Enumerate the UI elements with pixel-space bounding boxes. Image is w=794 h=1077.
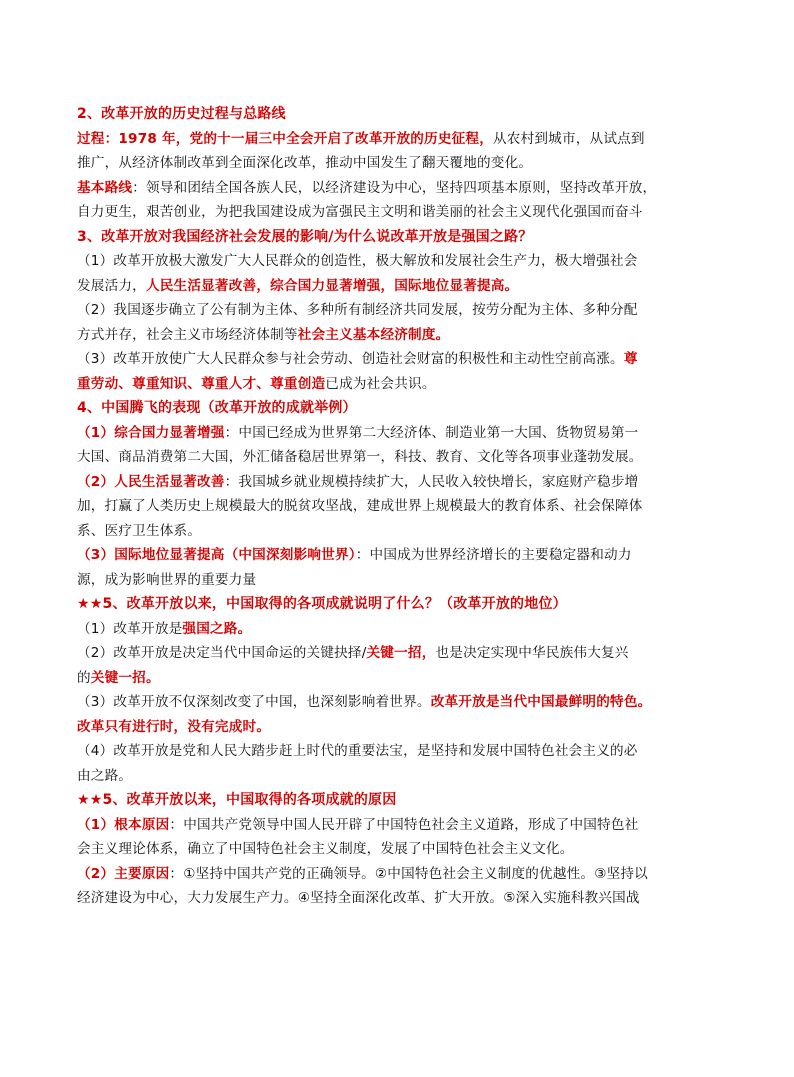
highlight-text: 社会主义基本经济制度。: [297, 326, 450, 343]
body-text: 推广，从经济体制改革到全面深化改革，推动中国发生了翻天覆地的变化。: [77, 155, 533, 171]
text-line: [77, 715, 727, 740]
highlight-text: 4、中国腾飞的表现（改革开放的成就举例）: [77, 400, 357, 416]
text-line: [77, 200, 727, 225]
text-line: [77, 862, 727, 887]
body-text: （2）我国逐步确立了公有制为主体、多种所有制经济共同发展，按劳分配为主体、多种分配: [77, 302, 638, 318]
body-text: 经济建设为中心，大力发展生产力。④坚持全面深化改革、扩大开放。⑤深入实施科教兴国战: [77, 890, 640, 906]
text-line: [77, 274, 727, 299]
body-text: （3）改革开放不仅深刻改变了中国，也深刻影响着世界。: [77, 694, 431, 710]
text-line: [77, 519, 727, 544]
highlight-text: ★★5、改革开放以来，中国取得的各项成就说明了什么？（改革开放的地位）: [77, 596, 567, 612]
text-line: [77, 690, 727, 715]
body-text: （4）改革开放是党和人民大踏步赶上时代的重要法宝，是坚持和发展中国特色社会主义的必: [77, 743, 638, 759]
text-line: [77, 249, 727, 274]
body-text: ：①坚持中国共产党的正确领导。②中国特色社会主义制度的优越性。③坚持以: [169, 865, 648, 882]
text-line: [77, 151, 727, 176]
highlight-text: （2）主要原因: [77, 865, 170, 882]
body-text: 系、医疗卫生体系。: [77, 522, 202, 539]
highlight-text: 过程：1978 年，党的十一届三中全会开启了改革开放的历史征程，: [77, 130, 493, 147]
body-text: ：我国城乡就业规模持续扩大，人民收入较快增长，家庭财产稳步增: [224, 473, 639, 490]
highlight-text: 基本路线: [77, 179, 133, 196]
text-line: [77, 886, 727, 911]
highlight-text: 改革开放是当代中国最鲜明的特色。: [430, 694, 652, 710]
body-text: （1）改革开放极大激发广大人民群众的创造性，极大解放和发展社会生产力，极大增强社会: [77, 253, 638, 269]
text-line: [77, 323, 727, 348]
highlight-text: 2、改革开放的历史过程与总路线: [77, 106, 286, 122]
section-heading: [77, 225, 727, 250]
highlight-text: 尊: [623, 351, 638, 367]
text-line: [77, 127, 727, 152]
highlight-text: 重劳动、尊重知识、尊重人才、尊重创造: [77, 375, 326, 392]
text-line: [77, 470, 727, 495]
body-text: （1）改革开放是: [77, 620, 183, 637]
body-text: 已成为社会共识。: [325, 375, 436, 392]
highlight-text: 人民生活显著改善，综合国力显著增强，国际地位显著提高。: [145, 277, 519, 294]
text-line: [77, 739, 727, 764]
body-text: 加，打赢了人类历史上规模最大的脱贫攻坚战，建成世界上规模最大的教育体系、社会保障体: [77, 498, 643, 514]
body-text: 会主义理论体系，确立了中国特色社会主义制度，发展了中国特色社会主义文化。: [77, 841, 574, 857]
highlight-text: ★★5、改革开放以来，中国取得的各项成就的原因: [77, 792, 397, 808]
section-heading: [77, 788, 727, 813]
body-text: 从农村到城市，从试点到: [493, 130, 645, 147]
text-line: [77, 445, 727, 470]
text-line: [77, 176, 727, 201]
highlight-text: 3、改革开放对我国经济社会发展的影响/为什么说改革开放是强国之路？: [77, 228, 533, 245]
text-line: [77, 813, 727, 838]
body-text: 也是决定实现中华民族伟大复兴: [435, 645, 629, 661]
body-text: 发展活力，: [77, 277, 146, 294]
text-line: [77, 543, 727, 568]
body-text: 的: [77, 669, 91, 686]
text-line: [77, 617, 727, 642]
body-text: 方式并存，社会主义市场经济体制等: [77, 326, 298, 343]
body-text: 大国、商品消费第二大国，外汇储备稳居世界第一，科技、教育、文化等各项事业蓬勃发展。: [77, 449, 643, 465]
body-text: （3）改革开放使广大人民群众参与社会劳动、创造社会财富的积极性和主动性空前高涨。: [77, 351, 624, 367]
document-page: [77, 102, 727, 911]
body-text: ：中国已经成为世界第二大经济体、制造业第一大国、货物贸易第一: [224, 424, 639, 441]
highlight-text: 改革只有进行时，没有完成时。: [77, 718, 271, 735]
section-heading: [77, 592, 727, 617]
text-line: [77, 641, 727, 666]
section-heading: [77, 396, 727, 421]
body-text: ：中国成为世界经济增长的主要稳定器和动力: [355, 547, 632, 563]
highlight-text: 强国之路。: [182, 620, 252, 637]
body-text: ：领导和团结全国各族人民，以经济建设为中心，坚持四项基本原则，坚持改革开放，: [132, 179, 657, 196]
text-line: [77, 372, 727, 397]
text-line: [77, 568, 727, 593]
text-line: [77, 494, 727, 519]
text-line: [77, 421, 727, 446]
section-heading: [77, 102, 727, 127]
text-line: [77, 298, 727, 323]
body-text: 自力更生，艰苦创业，为把我国建设成为富强民主文明和谐美丽的社会主义现代化强国而奋斗: [77, 204, 643, 220]
highlight-text: （3）国际地位显著提高（中国深刻影响世界）: [77, 547, 356, 563]
body-text: 源，成为影响世界的重要力量: [77, 571, 257, 588]
text-line: [77, 347, 727, 372]
highlight-text: 关键一招，: [366, 645, 436, 661]
body-text: ：中国共产党领导中国人民开辟了中国特色社会主义道路，形成了中国特色社: [169, 816, 639, 833]
highlight-text: （1）综合国力显著增强: [77, 424, 225, 441]
text-line: [77, 837, 727, 862]
highlight-text: （1）根本原因: [77, 816, 170, 833]
body-text: 由之路。: [77, 767, 133, 784]
text-line: [77, 666, 727, 691]
text-line: [77, 764, 727, 789]
body-text: （2）改革开放是决定当代中国命运的关键抉择/: [77, 645, 367, 661]
highlight-text: 关键一招。: [90, 669, 160, 686]
highlight-text: （2）人民生活显著改善: [77, 473, 225, 490]
